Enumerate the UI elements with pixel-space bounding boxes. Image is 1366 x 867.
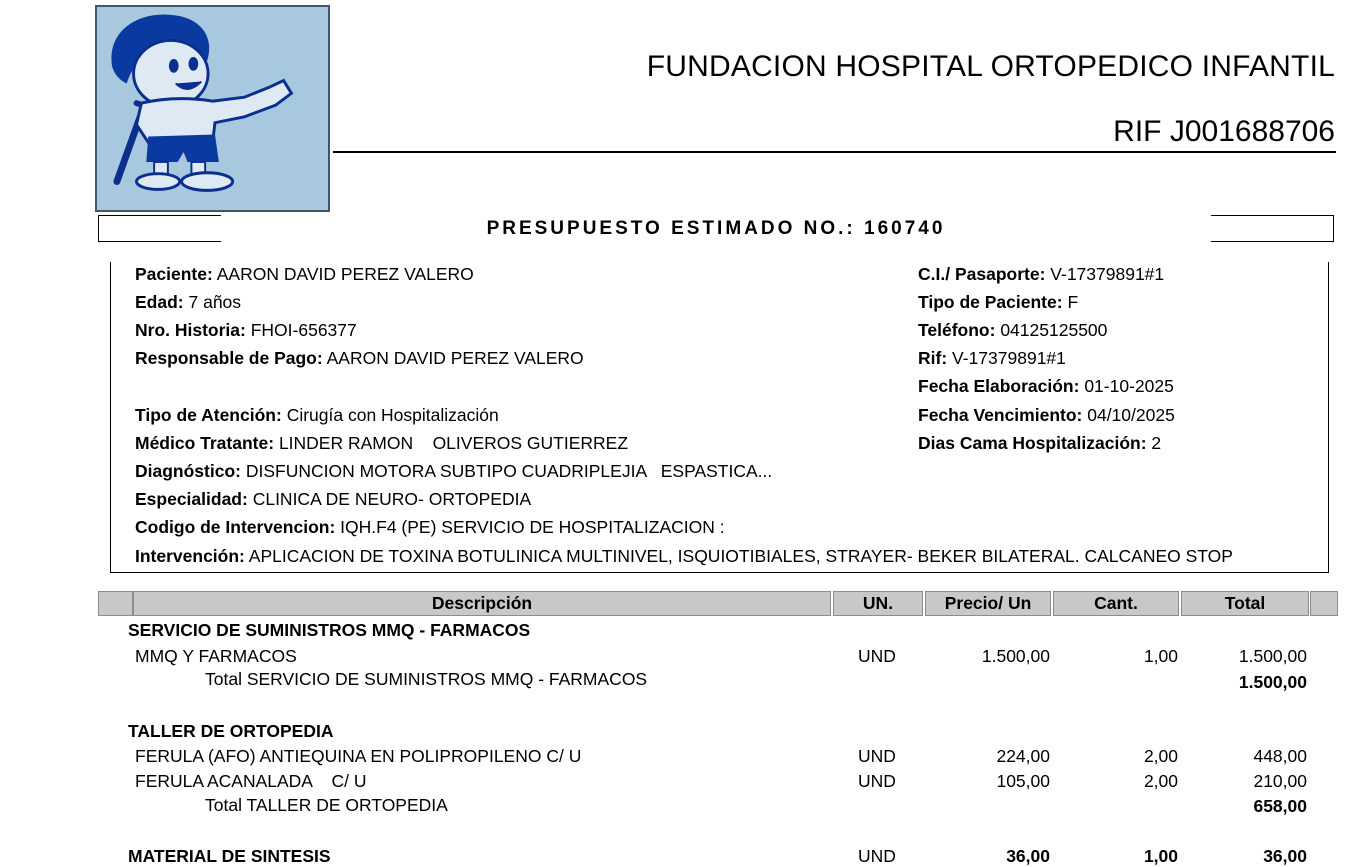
field-value: AARON DAVID PEREZ VALERO bbox=[326, 348, 584, 368]
field-value: 2 bbox=[1151, 433, 1162, 453]
phone-row bbox=[918, 319, 1107, 341]
field-label: Médico Tratante: bbox=[135, 433, 275, 453]
item-unit: UND bbox=[858, 746, 896, 766]
field-value: 04125125500 bbox=[1000, 320, 1108, 340]
section-heading: SERVICIO DE SUMINISTROS MMQ - FARMACOS bbox=[128, 620, 531, 640]
hospital-logo bbox=[95, 5, 330, 212]
item-quantity: 2,00 bbox=[1143, 746, 1178, 766]
field-value: F bbox=[1067, 292, 1079, 312]
col-unit-price: Precio/ Un bbox=[925, 591, 1051, 616]
item-total: 210,00 bbox=[1253, 771, 1307, 791]
item-total: 1.500,00 bbox=[1238, 646, 1307, 666]
field-value: 01-10-2025 bbox=[1084, 376, 1174, 396]
col-quantity: Cant. bbox=[1053, 591, 1179, 616]
col-unit: UN. bbox=[833, 591, 923, 616]
document-title-box bbox=[98, 215, 1334, 242]
item-quantity: 2,00 bbox=[1143, 771, 1178, 791]
item-price: 36,00 bbox=[1006, 846, 1050, 866]
field-label: Teléfono: bbox=[918, 320, 996, 340]
field-value: APLICACION DE TOXINA BOTULINICA MULTINIVEL, ISQUIOTIBIALES, STRAYER- BEKER BILATERAL. CALCANEO STOP bbox=[248, 546, 1233, 566]
child-with-crutch-logo-icon bbox=[97, 7, 328, 210]
specialty-row bbox=[135, 488, 531, 510]
section-total-value: 1.500,00 bbox=[1238, 672, 1307, 692]
section-total-label: Total TALLER DE ORTOPEDIA bbox=[205, 795, 448, 815]
field-value: FHOI-656377 bbox=[250, 320, 357, 340]
created-date-row bbox=[918, 375, 1174, 397]
field-label: Fecha Vencimiento: bbox=[918, 405, 1083, 425]
section-heading: TALLER DE ORTOPEDIA bbox=[128, 721, 334, 741]
header-spacer-right bbox=[1310, 591, 1338, 616]
section-heading: MATERIAL DE SINTESIS bbox=[128, 846, 331, 866]
diagnosis-row bbox=[135, 460, 772, 482]
item-quantity: 1,00 bbox=[1143, 846, 1178, 866]
field-label: Tipo de Atención: bbox=[135, 405, 282, 425]
item-total: 36,00 bbox=[1263, 846, 1307, 866]
col-total: Total bbox=[1181, 591, 1309, 616]
field-label: Responsable de Pago: bbox=[135, 348, 323, 368]
item-description: MMQ Y FARMACOS bbox=[135, 646, 297, 666]
item-unit: UND bbox=[858, 846, 896, 866]
item-price: 1.500,00 bbox=[981, 646, 1050, 666]
due-date-row bbox=[918, 404, 1175, 426]
table-header bbox=[98, 591, 1338, 616]
field-label: C.I./ Pasaporte: bbox=[918, 264, 1046, 284]
attention-type-row bbox=[135, 404, 499, 426]
field-label: Codigo de Intervencion: bbox=[135, 517, 336, 537]
field-label: Diagnóstico: bbox=[135, 461, 241, 481]
patient-age-row bbox=[135, 291, 241, 313]
header-divider bbox=[333, 151, 1336, 153]
patient-type-row bbox=[918, 291, 1078, 313]
patient-history-row bbox=[135, 319, 357, 341]
section-total-label: Total SERVICIO DE SUMINISTROS MMQ - FARMACOS bbox=[205, 669, 648, 689]
id-passport-row bbox=[918, 263, 1164, 285]
col-description: Descripción bbox=[133, 591, 831, 616]
field-value: V-17379891#1 bbox=[1050, 264, 1165, 284]
field-value: LINDER RAMON OLIVEROS GUTIERREZ bbox=[278, 433, 629, 453]
item-unit: UND bbox=[858, 771, 896, 791]
field-label: Nro. Historia: bbox=[135, 320, 246, 340]
item-description: FERULA ACANALADA C/ U bbox=[135, 771, 367, 791]
item-quantity: 1,00 bbox=[1143, 646, 1178, 666]
field-label: Fecha Elaboración: bbox=[918, 376, 1080, 396]
field-label: Especialidad: bbox=[135, 489, 248, 509]
doctor-row bbox=[135, 432, 628, 454]
field-label: Rif: bbox=[918, 348, 948, 368]
field-value: IQH.F4 (PE) SERVICIO DE HOSPITALIZACION : bbox=[340, 517, 725, 537]
document-title: PRESUPUESTO ESTIMADO NO.: 160740 bbox=[486, 218, 946, 239]
item-price: 224,00 bbox=[996, 746, 1050, 766]
field-value: 7 años bbox=[188, 292, 242, 312]
header-spacer-left bbox=[98, 591, 133, 616]
field-label: Intervención: bbox=[135, 546, 245, 566]
item-unit: UND bbox=[858, 646, 896, 666]
patient-name-row bbox=[135, 263, 474, 285]
section-total-value: 658,00 bbox=[1253, 796, 1307, 816]
field-label: Tipo de Paciente: bbox=[918, 292, 1063, 312]
item-description: FERULA (AFO) ANTIEQUINA EN POLIPROPILENO C/ U bbox=[135, 746, 582, 766]
bed-days-row bbox=[918, 432, 1161, 454]
intervention-code-row bbox=[135, 516, 725, 538]
field-label: Edad: bbox=[135, 292, 184, 312]
field-label: Paciente: bbox=[135, 264, 213, 284]
field-value: AARON DAVID PEREZ VALERO bbox=[216, 264, 474, 284]
hospital-name: FUNDACION HOSPITAL ORTOPEDICO INFANTIL bbox=[646, 50, 1335, 83]
field-value: 04/10/2025 bbox=[1087, 405, 1175, 425]
field-label: Dias Cama Hospitalización: bbox=[918, 433, 1147, 453]
field-value: DISFUNCION MOTORA SUBTIPO CUADRIPLEJIA ESPASTICA... bbox=[245, 461, 773, 481]
intervention-row bbox=[135, 545, 1233, 567]
field-value: CLINICA DE NEURO- ORTOPEDIA bbox=[252, 489, 532, 509]
item-total: 448,00 bbox=[1253, 746, 1307, 766]
item-price: 105,00 bbox=[996, 771, 1050, 791]
payer-row bbox=[135, 347, 584, 369]
field-value: V-17379891#1 bbox=[952, 348, 1066, 368]
hospital-rif: RIF J001688706 bbox=[1113, 115, 1335, 148]
field-value: Cirugía con Hospitalización bbox=[286, 405, 499, 425]
rif-row bbox=[918, 347, 1066, 369]
